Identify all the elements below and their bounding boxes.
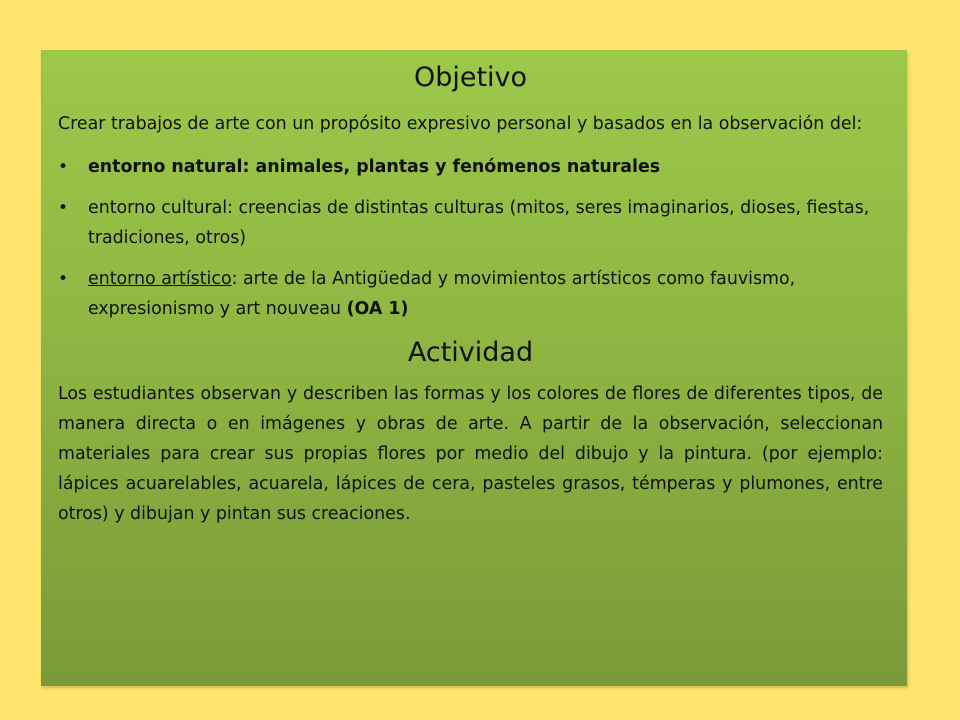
objetivo-bullet-list <box>58 152 883 324</box>
actividad-heading: Actividad <box>407 337 534 368</box>
content-card <box>41 50 907 686</box>
bullet-icon: • <box>58 269 69 289</box>
oa-code: (OA 1) <box>346 299 409 319</box>
bullet-item-entorno-natural <box>58 152 883 182</box>
objetivo-heading: Objetivo <box>413 62 528 93</box>
bullet-underlined-entorno-artistico: entorno artístico <box>88 269 232 289</box>
bullet-text-entorno-natural: entorno natural: animales, plantas y fenómenos naturales <box>88 157 661 177</box>
bullet-item-entorno-artistico <box>58 264 883 324</box>
bullet-icon: • <box>58 157 69 177</box>
actividad-body: Los estudiantes observan y describen las formas y los colores de flores de diferentes tipos, de manera directa o en imágenes y obras de arte. A partir de la observación, seleccionan materiales para crear sus propias flores por medio del dibujo y la pintura. (por ejemplo: lápices acuarelables, acuarela, lápices de cera, pasteles grasos, témperas y plumones, entre otros) y dibujan y pintan sus creaciones. <box>58 384 883 524</box>
bullet-text-entorno-artistico: : arte de la Antigüedad y movimientos artísticos como fauvismo, expresionismo y art nouveau <box>88 269 796 319</box>
bullet-item-entorno-cultural <box>58 193 883 253</box>
bullet-icon: • <box>58 198 69 218</box>
objetivo-intro: Crear trabajos de arte con un propósito expresivo personal y basados en la observación del: <box>58 114 863 134</box>
bullet-text-entorno-cultural: entorno cultural: creencias de distintas culturas (mitos, seres imaginarios, dioses, fiestas, tradiciones, otros) <box>88 198 870 248</box>
